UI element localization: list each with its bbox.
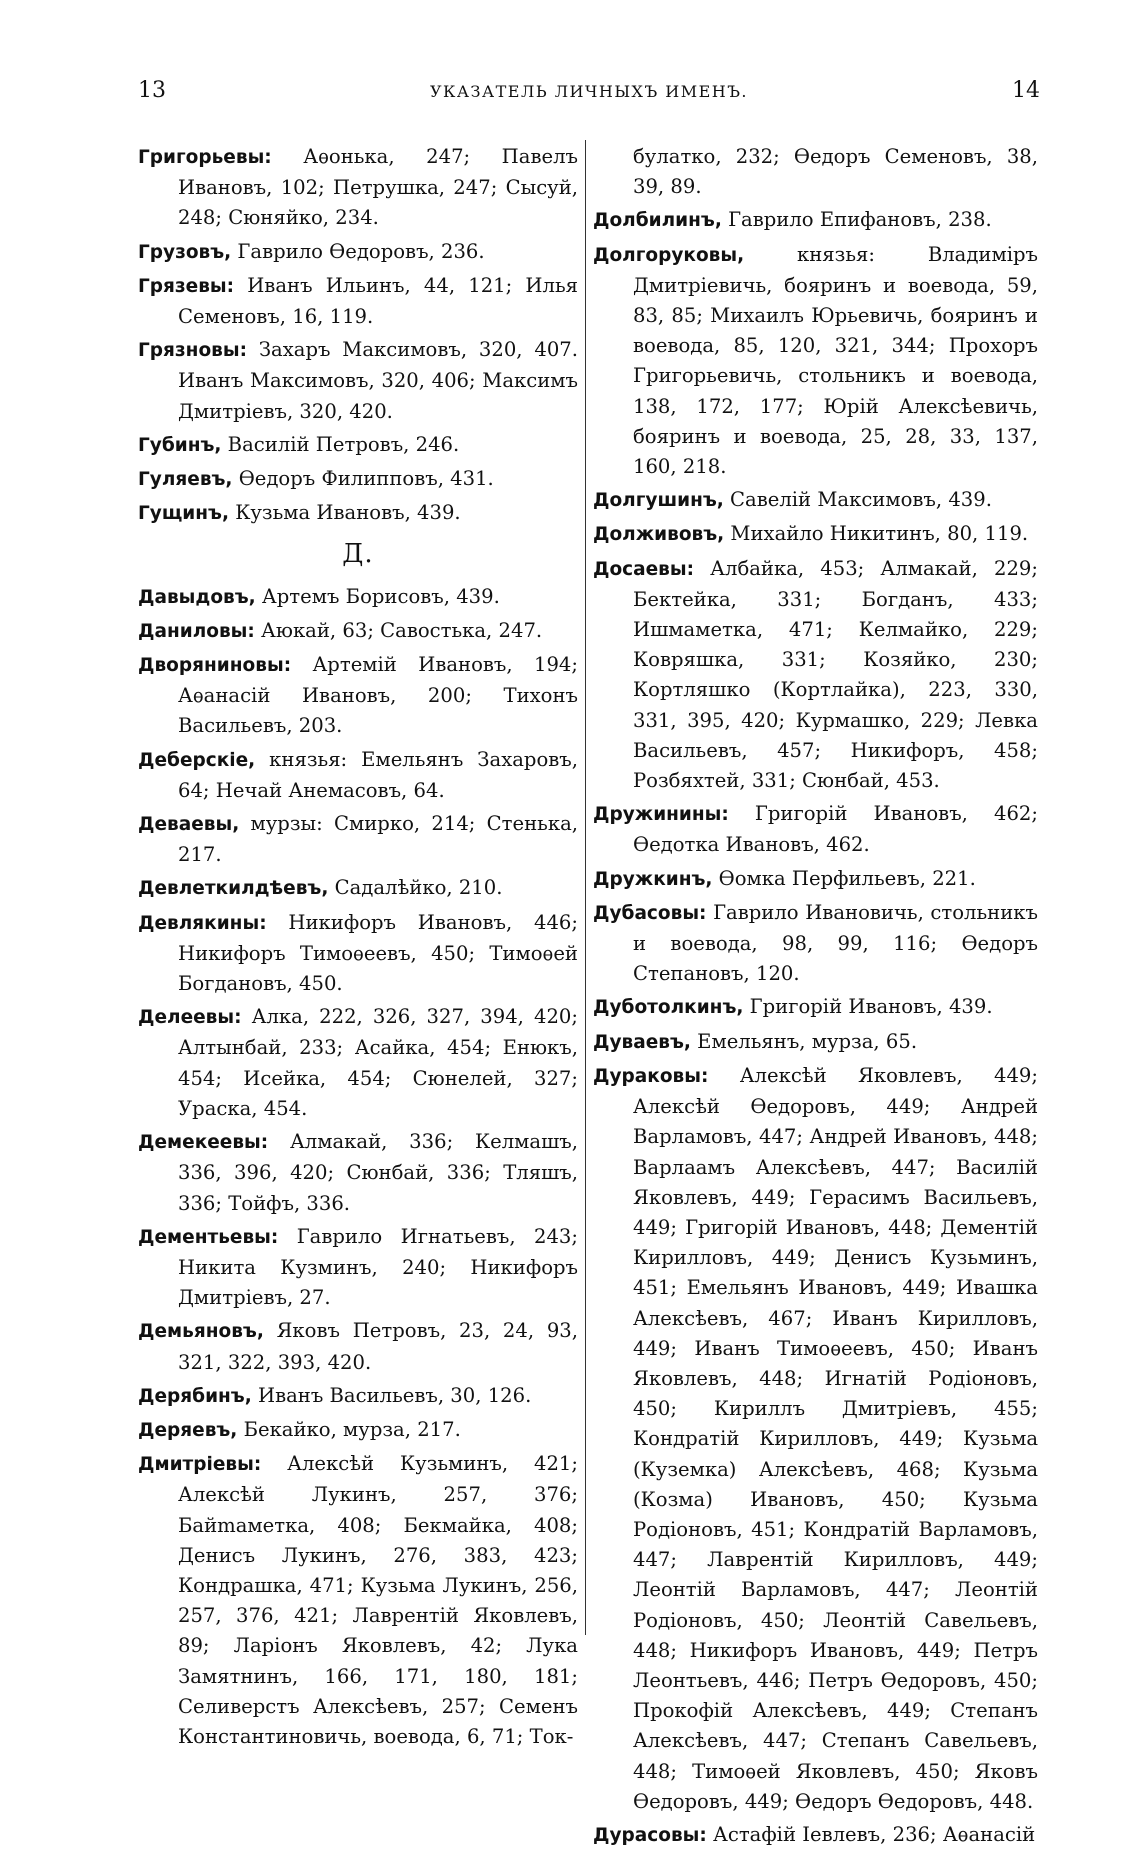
entry-headword: Грязевы: — [138, 275, 235, 297]
entry-headword: Девлякины: — [138, 912, 267, 934]
index-entry — [138, 1127, 578, 1219]
entry-text: Садалѣйко, 210. — [328, 876, 503, 900]
entry-headword: Девлеткилдѣевъ, — [138, 878, 329, 900]
entry-headword: Деваевы, — [138, 814, 240, 836]
index-entry — [593, 485, 1038, 516]
index-entry — [138, 464, 578, 495]
entry-headword: Дураковы: — [593, 1065, 709, 1087]
entry-text: Емельянъ, мурза, 65. — [690, 1029, 918, 1053]
entry-headword: Долгушинъ, — [593, 490, 724, 512]
entry-headword: Демекеевы: — [138, 1132, 269, 1154]
entry-text: князья: Владиміръ Дмитріевичь, бояринъ и воевода, 59, 83, 85; Михаилъ Юрьевичь, бояринъ и воевода, 85, 120, 321, 344; Прохоръ Григорьевичь, стольникъ и воевода, 138, 172, 177; Юрій Алексѣевичь, бояринъ и воевода, 25, 28, 33, 137, 160, 218. — [633, 242, 1038, 479]
index-entry — [138, 1449, 578, 1752]
entry-headword: Гуляевъ, — [138, 469, 233, 491]
entry-text: Василій Петровъ, 246. — [221, 432, 460, 456]
entry-text: мурзы: Смирко, 214; Стенька, 217. — [178, 812, 578, 867]
entry-headword: Дерябинъ, — [138, 1385, 252, 1407]
section-letter: Д. — [342, 539, 374, 570]
entry-headword: Даниловы: — [138, 620, 255, 642]
entry-text: Алексѣй Кузьминъ, 421; Алексѣй Лукинъ, 257, 376; Байmaметка, 408; Бекмайка, 408; Денисъ Лукинъ, 276, 383, 423; Кондрашка, 471; Кузьма Лукинъ, 256, 257, 376, 421; Лаврентій Яковлевъ, 89; Ларіонъ Яковлевъ, 42; Лука Замятнинъ, 166, 171, 180, 181; Селиверстъ Алексѣевъ, 257; Семенъ Константиновичь, воевода, 6, 71; Ток- — [178, 1452, 578, 1748]
index-entry — [138, 908, 578, 1000]
index-entry — [138, 873, 578, 904]
entry-text: Иванъ Ильинъ, 44, 121; Илья Семеновъ, 16, 119. — [178, 273, 578, 329]
entry-text: Кузьма Ивановъ, 439. — [228, 501, 461, 525]
index-entry — [138, 335, 578, 427]
entry-headword: Деряевъ, — [138, 1419, 238, 1441]
index-entry — [593, 519, 1038, 550]
entry-headword: Дворяниновы: — [138, 655, 292, 677]
entry-text: Бекайко, мурза, 217. — [237, 1417, 461, 1441]
right-column — [593, 142, 1038, 1854]
entry-headword: Демьяновъ, — [138, 1321, 264, 1343]
entry-headword: Делеевы: — [138, 1007, 242, 1029]
index-entry — [593, 799, 1038, 860]
index-entry — [138, 650, 578, 742]
entry-headword: Губинъ, — [138, 434, 222, 456]
entry-text: Савелій Максимовъ, 439. — [723, 488, 992, 512]
index-entry — [593, 1061, 1038, 1817]
index-entry — [593, 1820, 1038, 1851]
entry-headword: Дружкинъ, — [593, 868, 713, 890]
entry-headword: Досаевы: — [593, 558, 695, 580]
index-entry — [138, 1002, 578, 1124]
entry-text: Гаврило Игнатьевъ, 243; Никита Кузминъ, 240; Никифоръ Дмитріевъ, 27. — [178, 1224, 578, 1310]
index-entry — [593, 992, 1038, 1023]
page-number-right: 14 — [1012, 78, 1040, 103]
index-entry — [138, 498, 578, 529]
entry-text: Григорій Ивановъ, 462; Ѳедотка Ивановъ, 462. — [633, 802, 1038, 857]
entry-headword: Григорьевы: — [138, 147, 272, 168]
entry-headword: Грузовъ, — [138, 241, 232, 263]
index-entry — [593, 898, 1038, 990]
entry-text: Яковъ Петровъ, 23, 24, 93, 321, 322, 393, 420. — [178, 1319, 578, 1374]
left-entries-g — [138, 142, 578, 529]
entry-headword: Дурасовы: — [593, 1824, 707, 1846]
entry-text: Алка, 222, 326, 327, 394, 420; Алтынбай, 233; Асайка, 454; Енюкъ, 454; Исейка, 454; Сюнелей, 327; Ураска, 454. — [178, 1005, 578, 1120]
index-entry — [593, 864, 1038, 895]
entry-headword: Дружинины: — [593, 804, 729, 826]
index-entry — [593, 240, 1038, 483]
entry-headword: Гущинъ, — [138, 503, 229, 525]
entry-text: Артемъ Борисовъ, 439. — [255, 584, 500, 608]
entry-headword: Дмитріевы: — [138, 1454, 262, 1476]
index-entry — [138, 616, 578, 647]
running-head — [138, 78, 1040, 108]
index-entry — [138, 1222, 578, 1314]
entry-text: Ѳедоръ Филипповъ, 431. — [232, 467, 494, 491]
column-divider — [585, 140, 586, 1635]
entry-text: Алексѣй Яковлевъ, 449; Алексѣй Ѳедоровъ, 449; Андрей Варламовъ, 447; Андрей Ивановъ, 448; Варлаамъ Алексѣевъ, 447; Василій Яковлевъ, 449; Герасимъ Васильевъ, 449; Григорій Ивановъ, 448; Дементій Кирилловъ, 449; Денисъ Кузьминъ, 451; Емельянъ Ивановъ, 449; Ивашка Алексѣевъ, 467; Иванъ Кирилловъ, 449; Иванъ Тимоѳеевъ, 450; Иванъ Яковлевъ, 448; Игнатій Родіоновъ, 450; Кириллъ Дмитріевъ, 455; Кондратій Кирилловъ, 449; Кузьма (Куземка) Алексѣевъ, 468; Кузьма (Козма) Ивановъ, 450; Кузьма Родіоновъ, 451; Кондратій Варламовъ, 447; Лаврентій Кирилловъ, 449; Леонтій Варламовъ, 447; Леонтій Родіоновъ, 450; Леонтій Савельевъ, 448; Никифоръ Ивановъ, 449; Петръ Леонтьевъ, 446; Петръ Ѳедоровъ, 450; Прокофій Алексѣевъ, 449; Степанъ Алексѣевъ, 447; Степанъ Савельевъ, 448; Тимоѳей Яковлевъ, 450; Яковъ Ѳедоровъ, 449; Ѳедоръ Ѳедоровъ, 448. — [633, 1063, 1038, 1813]
entry-text: Иванъ Васильевъ, 30, 126. — [251, 1383, 532, 1407]
index-entry — [138, 142, 578, 234]
right-entries — [593, 205, 1038, 1851]
index-entry — [593, 1027, 1038, 1058]
running-title: УКАЗАТЕЛЬ ЛИЧНЫХЪ ИМЕНЪ. — [429, 82, 749, 101]
index-entry — [138, 809, 578, 870]
index-entry — [593, 554, 1038, 797]
index-entry — [138, 1415, 578, 1446]
index-entry — [138, 745, 578, 806]
entry-text: Григорій Ивановъ, 439. — [743, 995, 993, 1019]
index-entry — [138, 1381, 578, 1412]
entry-text: Гаврило Ѳедоровъ, 236. — [231, 239, 485, 263]
entry-headword: Дементьевы: — [138, 1226, 279, 1248]
entry-headword: Долгоруковы, — [593, 244, 745, 266]
entry-text: Михайло Никитинъ, 80, 119. — [724, 522, 1029, 546]
page-number-left: 13 — [138, 78, 166, 103]
entry-text: Алмакай, 336; Келмашъ, 336, 396, 420; Сюнбай, 336; Тляшъ, 336; Тойфъ, 336. — [178, 1130, 578, 1215]
index-entry — [138, 237, 578, 268]
entry-headword: Давыдовъ, — [138, 586, 256, 608]
index-entry — [138, 430, 578, 461]
entry-text: Аюкай, 63; Савостька, 247. — [254, 618, 543, 642]
entry-text: Гаврило Епифановъ, 238. — [721, 208, 992, 232]
entry-text: Албайка, 453; Алмакай, 229; Бектейка, 331; Богданъ, 433; Ишмаметка, 471; Келмайко, 229; Ковряшка, 331; Козяйко, 230; Кортляшко (Кортлайка), 223, 330, 331, 395, 420; Курмашко, 229; Левка Васильевъ, 457; Никифоръ, 458; Розбяхтей, 331; Сюнбай, 453. — [633, 556, 1038, 793]
entry-text: Гаврило Ивановичь, стольникъ и воевода, 98, 99, 116; Ѳедоръ Степановъ, 120. — [633, 900, 1038, 986]
entry-text: Никифоръ Ивановъ, 446; Никифоръ Тимоѳеевъ, 450; Тимоѳей Богдановъ, 450. — [178, 910, 578, 996]
entry-text: Артемій Ивановъ, 194; Аѳанасій Ивановъ, 200; Тихонъ Васильевъ, 203. — [178, 653, 578, 738]
entry-headword: Грязновы: — [138, 340, 247, 362]
entry-text: князья: Емельянъ Захаровъ, 64; Нечай Анемасовъ, 64. — [178, 747, 578, 802]
entry-text: Захаръ Максимовъ, 320, 407. Иванъ Максимовъ, 320, 406; Максимъ Дмитріевъ, 320, 420. — [178, 338, 578, 423]
entry-text: Аѳонька, 247; Павелъ Ивановъ, 102; Петрушка, 247; Сысуй, 248; Сюняйко, 234. — [178, 145, 578, 230]
index-entry — [138, 582, 578, 613]
entry-text: Астафій Іевлевъ, 236; Аѳанасій — [706, 1822, 1036, 1846]
entry-text: Ѳомка Перфильевъ, 221. — [712, 866, 976, 890]
entry-headword: Дубасовы: — [593, 902, 707, 924]
left-column — [138, 142, 578, 1755]
continuation-text: булатко, 232; Ѳедоръ Семеновъ, 38, 39, 89. — [633, 145, 1038, 199]
left-entries-d — [138, 582, 578, 1753]
entry-headword: Долбилинъ, — [593, 210, 722, 232]
index-entry — [138, 271, 578, 332]
entry-headword: Дуботолкинъ, — [593, 997, 744, 1019]
index-entry — [138, 1316, 578, 1377]
index-entry — [593, 205, 1038, 236]
entry-headword: Долживовъ, — [593, 524, 725, 546]
entry-headword: Деберскіе, — [138, 749, 256, 771]
entry-headword: Дуваевъ, — [593, 1031, 691, 1053]
